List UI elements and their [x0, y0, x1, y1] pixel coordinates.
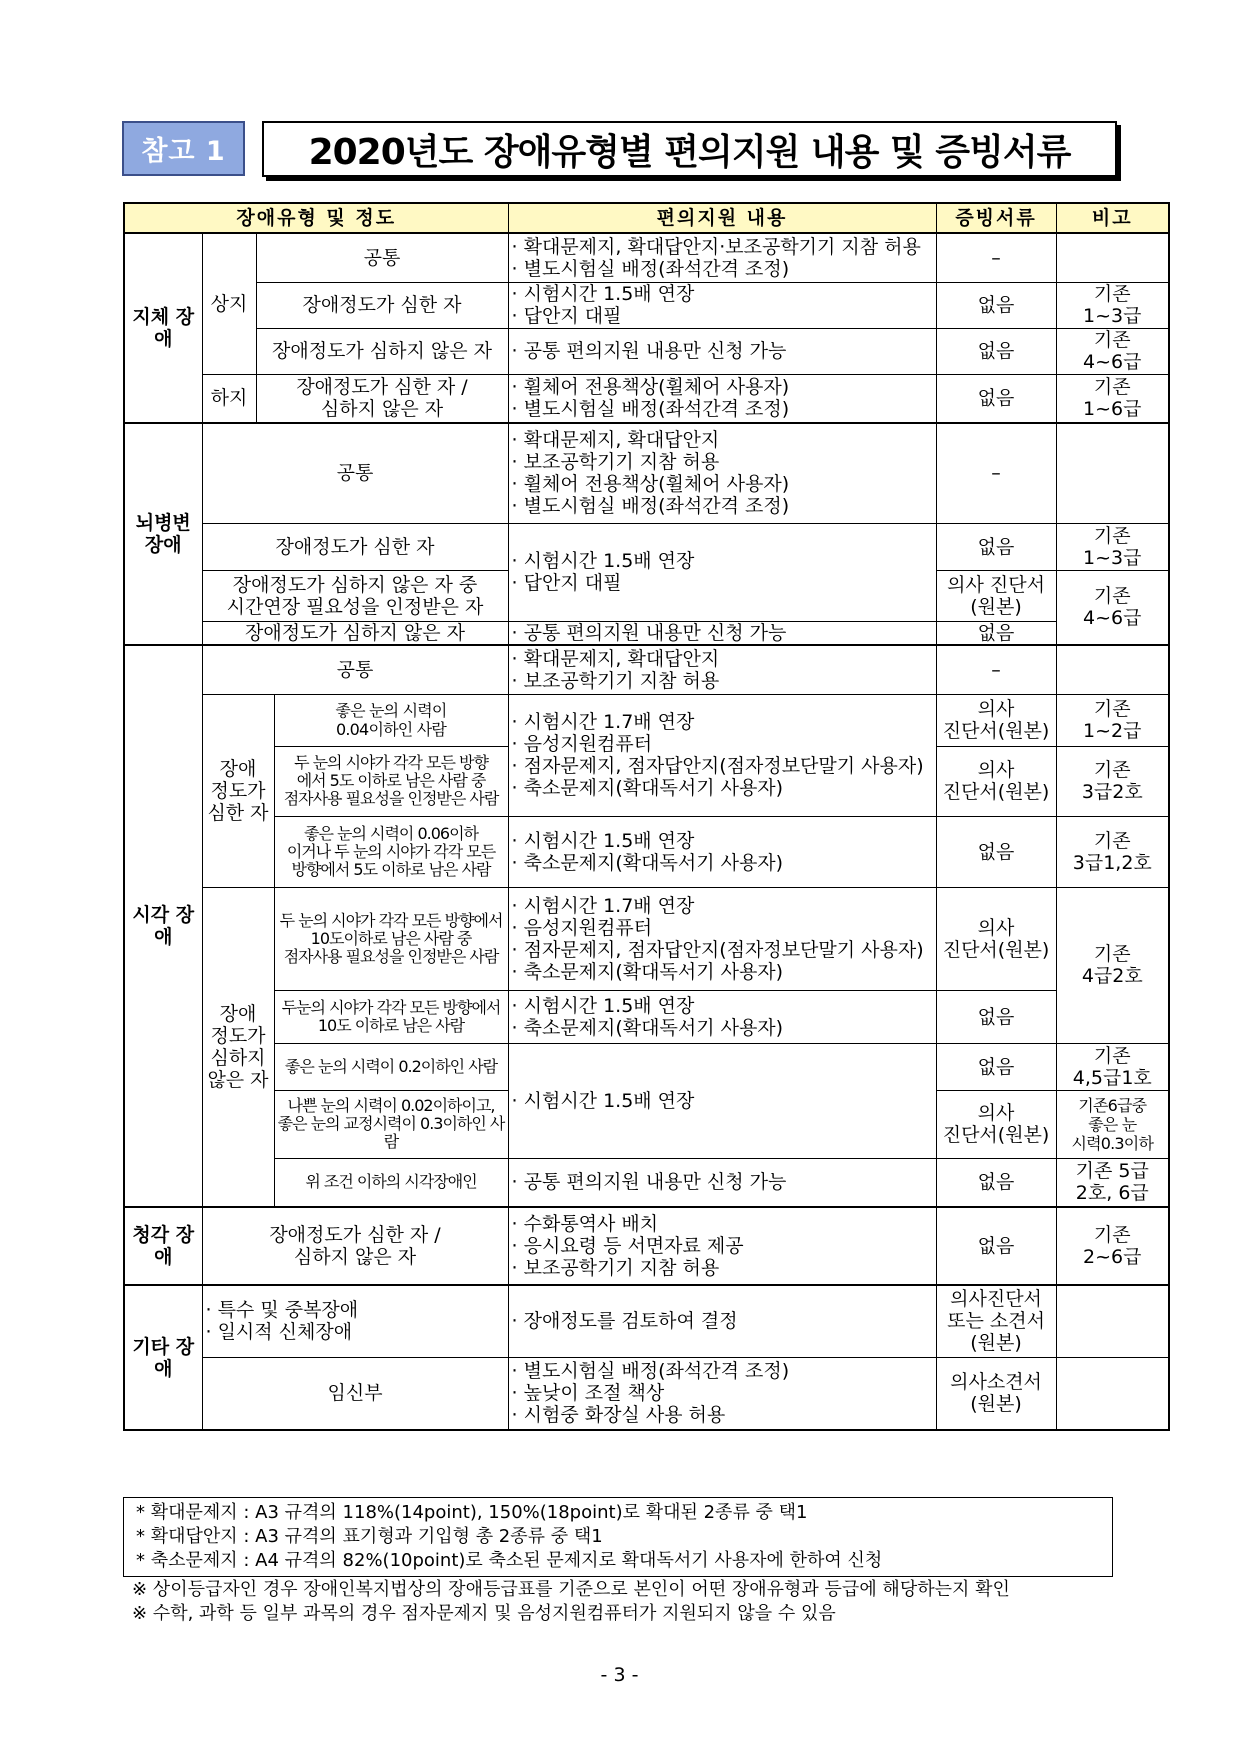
physical-lower-label: 하지 — [202, 374, 256, 423]
table-row — [124, 328, 1169, 374]
note-cell: 기존6급중 좋은 눈 시력0.3이하 — [1056, 1090, 1169, 1158]
support-cell: · 시험시간 1.5배 연장 — [508, 1043, 936, 1158]
page-title: 2020년도 장애유형별 편의지원 내용 및 증빙서류 — [262, 121, 1117, 177]
document-cell: 없음 — [936, 328, 1056, 374]
table-row — [124, 621, 1169, 645]
support-cell: · 확대문제지, 확대답안지 · 보조공학기기 지참 허용 — [508, 645, 936, 694]
page-number: - 3 - — [600, 1664, 639, 1686]
note-cell: 기존 4급2호 — [1056, 887, 1169, 1043]
note-cell: 기존 1~6급 — [1056, 374, 1169, 423]
support-cell: · 시험시간 1.5배 연장 · 답안지 대필 — [508, 282, 936, 328]
col-header-support: 편의지원 내용 — [508, 203, 936, 233]
notes-box — [123, 1497, 1113, 1577]
note-line: * 축소문제지 : A4 규격의 82%(10point)로 축소된 문제지로 확대독서기 사용자에 한하여 신청 — [136, 1550, 883, 1571]
table-row — [124, 1207, 1169, 1285]
table-header-row — [124, 203, 1169, 233]
grade-cell: 공통 — [202, 423, 508, 523]
note-cell: 기존 2~6급 — [1056, 1207, 1169, 1285]
note-cell — [1056, 1285, 1169, 1357]
table-row — [124, 1285, 1169, 1357]
grade-cell: 공통 — [202, 645, 508, 694]
table-row — [124, 990, 1169, 1043]
support-cell: · 시험시간 1.7배 연장 · 음성지원컴퓨터 · 점자문제지, 점자답안지(점자정보단말기 사용자) · 축소문제지(확대독서기 사용자) — [508, 694, 936, 816]
grade-cell: 좋은 눈의 시력이 0.04이하인 사람 — [274, 694, 508, 746]
document-cell: – — [936, 233, 1056, 282]
note-cell: 기존 5급 2호, 6급 — [1056, 1158, 1169, 1206]
reference-tag: 참고 1 — [122, 121, 245, 176]
grade-cell: 위 조건 이하의 시각장애인 — [274, 1158, 508, 1206]
note-cell — [1056, 423, 1169, 523]
support-cell: · 시험시간 1.7배 연장 · 음성지원컴퓨터 · 점자문제지, 점자답안지(점자정보단말기 사용자) · 축소문제지(확대독서기 사용자) — [508, 887, 936, 990]
document-cell: 의사진단서 또는 소견서 (원본) — [936, 1285, 1056, 1357]
grade-cell: 공통 — [256, 233, 508, 282]
grade-cell: 장애정도가 심한 자 — [256, 282, 508, 328]
table-row — [124, 816, 1169, 887]
col-header-note: 비고 — [1056, 203, 1169, 233]
note-cell: 기존 1~3급 — [1056, 523, 1169, 570]
note-line: * 확대답안지 : A3 규격의 표기형과 기입형 총 2종류 중 택1 — [136, 1526, 603, 1547]
type-hearing: 청각 장애 — [124, 1207, 202, 1285]
grade-cell: 장애정도가 심하지 않은 자 중 시간연장 필요성을 인정받은 자 — [202, 570, 508, 621]
document-cell: 없음 — [936, 816, 1056, 887]
support-cell: · 확대문제지, 확대답안지 · 보조공학기기 지참 허용 · 휠체어 전용책상(휠체어 사용자) · 별도시험실 배정(좌석간격 조정) — [508, 423, 936, 523]
document-cell: 의사 진단서(원본) — [936, 1090, 1056, 1158]
support-cell: · 공통 편의지원 내용만 신청 가능 — [508, 328, 936, 374]
grade-cell: 좋은 눈의 시력이 0.06이하 이거나 두 눈의 시야가 각각 모든 방향에서 5도 이하로 남은 사람 — [274, 816, 508, 887]
table-row — [124, 523, 1169, 570]
support-cell: · 수화통역사 배치 · 응시요령 등 서면자료 제공 · 보조공학기기 지참 허용 — [508, 1207, 936, 1285]
document-cell: – — [936, 645, 1056, 694]
support-cell: · 공통 편의지원 내용만 신청 가능 — [508, 1158, 936, 1206]
grade-cell: 두 눈의 시야가 각각 모든 방향에서 10도이하로 남은 사람 중 점자사용 필요성을 인정받은 사람 — [274, 887, 508, 990]
visual-mild-label: 장애 정도가 심하지 않은 자 — [202, 887, 274, 1207]
support-cell: · 공통 편의지원 내용만 신청 가능 — [508, 621, 936, 645]
document-cell: 의사 진단서(원본) — [936, 694, 1056, 746]
table-row — [124, 1357, 1169, 1430]
document-cell: 없음 — [936, 1158, 1056, 1206]
table-row — [124, 1158, 1169, 1206]
note-cell: 기존 4~6급 — [1056, 328, 1169, 374]
document-cell: 없음 — [936, 374, 1056, 423]
support-cell: · 시험시간 1.5배 연장 · 축소문제지(확대독서기 사용자) — [508, 816, 936, 887]
type-other: 기타 장애 — [124, 1285, 202, 1430]
support-cell: · 장애정도를 검토하여 결정 — [508, 1285, 936, 1357]
grade-cell: 좋은 눈의 시력이 0.2이하인 사람 — [274, 1043, 508, 1090]
grade-cell: 두눈의 시야가 각각 모든 방향에서 10도 이하로 남은 사람 — [274, 990, 508, 1043]
type-physical: 지체 장애 — [124, 233, 202, 423]
grade-cell: · 특수 및 중복장애 · 일시적 신체장애 — [202, 1285, 508, 1357]
grade-cell: 장애정도가 심한 자 / 심하지 않은 자 — [202, 1207, 508, 1285]
document-cell: 의사소견서 (원본) — [936, 1357, 1056, 1430]
note-line: * 확대문제지 : A3 규격의 118%(14point), 150%(18point)로 확대된 2종류 중 택1 — [136, 1502, 808, 1523]
col-header-document: 증빙서류 — [936, 203, 1056, 233]
col-header-type: 장애유형 및 정도 — [124, 203, 508, 233]
note-cell — [1056, 645, 1169, 694]
support-cell: · 시험시간 1.5배 연장 · 축소문제지(확대독서기 사용자) — [508, 990, 936, 1043]
table-row — [124, 694, 1169, 746]
document-cell: 없음 — [936, 1043, 1056, 1090]
grade-cell: 두 눈의 시야가 각각 모든 방향 에서 5도 이하로 남은 사람 중 점자사용 필요성을 인정받은 사람 — [274, 746, 508, 816]
note-cell: 기존 1~3급 — [1056, 282, 1169, 328]
table-row — [124, 423, 1169, 523]
document-cell: 없음 — [936, 282, 1056, 328]
note-cell: 기존 4,5급1호 — [1056, 1043, 1169, 1090]
grade-cell: 장애정도가 심한 자 — [202, 523, 508, 570]
table-row — [124, 282, 1169, 328]
visual-severe-label: 장애 정도가 심한 자 — [202, 694, 274, 887]
grade-cell: 장애정도가 심하지 않은 자 — [202, 621, 508, 645]
table-row — [124, 1043, 1169, 1090]
document-cell: 의사 진단서 (원본) — [936, 570, 1056, 621]
note-cell — [1056, 233, 1169, 282]
table-row — [124, 887, 1169, 990]
grade-cell: 장애정도가 심한 자 / 심하지 않은 자 — [256, 374, 508, 423]
document-cell: 의사 진단서(원본) — [936, 746, 1056, 816]
footnote: ※ 수학, 과학 등 일부 과목의 경우 점자문제지 및 음성지원컴퓨터가 지원되지 않을 수 있음 — [132, 1603, 836, 1624]
note-cell: 기존 1~2급 — [1056, 694, 1169, 746]
note-cell: 기존 3급1,2호 — [1056, 816, 1169, 887]
support-cell: · 별도시험실 배정(좌석간격 조정) · 높낮이 조절 책상 · 시험중 화장실 사용 허용 — [508, 1357, 936, 1430]
note-cell — [1056, 1357, 1169, 1430]
support-table — [123, 202, 1170, 1431]
support-cell: · 휠체어 전용책상(휠체어 사용자) · 별도시험실 배정(좌석간격 조정) — [508, 374, 936, 423]
document-cell: 없음 — [936, 990, 1056, 1043]
note-cell: 기존 3급2호 — [1056, 746, 1169, 816]
footnote: ※ 상이등급자인 경우 장애인복지법상의 장애등급표를 기준으로 본인이 어떤 장애유형과 등급에 해당하는지 확인 — [132, 1579, 1010, 1600]
grade-cell: 장애정도가 심하지 않은 자 — [256, 328, 508, 374]
table-row — [124, 645, 1169, 694]
table-row — [124, 374, 1169, 422]
support-cell: · 시험시간 1.5배 연장 · 답안지 대필 — [508, 523, 936, 621]
document-cell: 의사 진단서(원본) — [936, 887, 1056, 990]
physical-upper-label: 상지 — [202, 233, 256, 374]
support-cell: · 확대문제지, 확대답안지·보조공학기기 지참 허용 · 별도시험실 배정(좌석간격 조정) — [508, 233, 936, 282]
table-row — [124, 233, 1169, 282]
type-brain: 뇌병변 장애 — [124, 423, 202, 645]
document-cell: 없음 — [936, 621, 1056, 645]
grade-cell: 나쁜 눈의 시력이 0.02이하이고, 좋은 눈의 교정시력이 0.3이하인 사람 — [274, 1090, 508, 1158]
document-cell: 없음 — [936, 1207, 1056, 1285]
document-cell: – — [936, 423, 1056, 523]
document-cell: 없음 — [936, 523, 1056, 570]
grade-cell: 임신부 — [202, 1357, 508, 1430]
note-cell: 기존 4~6급 — [1056, 570, 1169, 645]
type-visual: 시각 장애 — [124, 645, 202, 1207]
